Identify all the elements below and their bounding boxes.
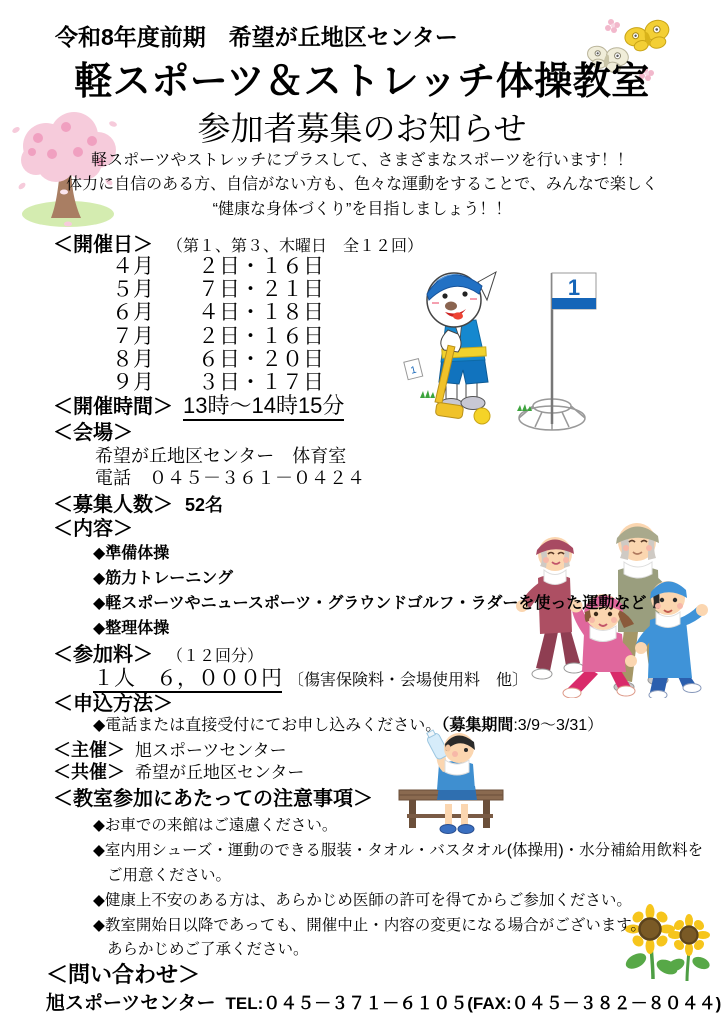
note-line: ◆お車での来館はご遠慮ください。 bbox=[93, 817, 338, 834]
fee-note: （１２回分） bbox=[167, 648, 264, 665]
venue-name: 希望が丘地区センター 体育室 bbox=[95, 446, 347, 466]
venue-heading: ＜会場＞ bbox=[53, 422, 133, 444]
page-title: 軽スポーツ＆ストレッチ体操教室 bbox=[74, 61, 650, 103]
application-heading: ＜申込方法＞ bbox=[53, 693, 173, 715]
contents-heading: ＜内容＞ bbox=[53, 518, 133, 540]
intro-line-2: 体力に自信のある方、自信がない方も、色々な運動をすることで、みんなで楽しく bbox=[66, 176, 658, 193]
golf-ball bbox=[474, 408, 490, 424]
contents-item: ◆整理体操 bbox=[93, 620, 170, 637]
intro-line-3: “健康な身体づくり”を目指しましょう！！ bbox=[212, 201, 512, 218]
notes-heading: ＜教室参加にあたっての注意事項＞ bbox=[53, 788, 373, 810]
organizer-heading: ＜主催＞ bbox=[53, 740, 125, 760]
capacity-value: 52名 bbox=[185, 495, 224, 515]
time-heading: ＜開催時間＞ bbox=[53, 396, 173, 418]
era-line: 令和8年度前期 希望が丘地区センター bbox=[55, 24, 458, 50]
scorecard bbox=[404, 359, 423, 380]
venue-tel: 電話 ０４５－３６１－０４２４ bbox=[95, 468, 365, 488]
schedule-days: ２日・１６日 bbox=[198, 255, 324, 278]
fee-heading: ＜参加料＞ bbox=[53, 644, 153, 666]
schedule-heading: ＜開催日＞ bbox=[53, 234, 153, 256]
inquiry-org: 旭スポーツセンター bbox=[46, 993, 216, 1014]
fee-price-note: 〔傷害保険料・会場使用料 他〕 bbox=[288, 672, 529, 689]
inquiry-tel: TEL:０４５－３７１－６１０５(FAX:０４５－３８２－８０４４) bbox=[225, 994, 722, 1013]
schedule-days: ２日・１６日 bbox=[198, 325, 324, 348]
schedule-month: ８月 bbox=[112, 348, 154, 371]
contents-item: ◆軽スポーツやニュースポーツ・グラウンドゴルフ・ラダーを使った運動など bbox=[93, 595, 647, 612]
application-item bbox=[93, 712, 603, 735]
pink-flower-accent bbox=[605, 19, 620, 33]
application-period-value: :3/9～3/31） bbox=[513, 717, 604, 734]
note-line: ご用意ください。 bbox=[107, 867, 232, 884]
application-period-label: （募集期間 bbox=[441, 717, 514, 734]
schedule-days: ４日・１８日 bbox=[198, 301, 324, 324]
hole-flag bbox=[552, 273, 596, 309]
schedule-note: （第１、第３、木曜日 全１２回） bbox=[167, 238, 424, 255]
note-line: ◆室内用シューズ・運動のできる服装・タオル・バスタオル(体操用)・水分補給用飲料を bbox=[93, 842, 704, 859]
sunflower-small bbox=[665, 914, 711, 981]
grass-tuft bbox=[517, 404, 532, 411]
intro-line-1: 軽スポーツやストレッチにプラスして、さまざまなスポーツを行います！！ bbox=[91, 152, 633, 169]
scorecard-number: 1 bbox=[409, 364, 418, 377]
note-line: ◆教室開始日以降であっても、開催中止・内容の変更になる場合がございます。 bbox=[93, 917, 647, 934]
cohost-value: 希望が丘地区センター bbox=[135, 763, 305, 782]
inquiry-heading: ＜問い合わせ＞ bbox=[46, 962, 201, 987]
capacity-heading: ＜募集人数＞ bbox=[53, 494, 173, 516]
contents-item: ◆準備体操 bbox=[93, 545, 170, 562]
schedule-month: ４月 bbox=[112, 255, 154, 278]
fee-price: １人 ６，０００円 bbox=[93, 667, 282, 693]
schedule-month: ９月 bbox=[112, 371, 154, 394]
drinking-boy-illustration bbox=[393, 726, 525, 841]
contents-item: ◆筋力トレーニング bbox=[93, 570, 233, 587]
time-value: 13時～14時15分 bbox=[183, 393, 344, 421]
application-item-text: ◆電話または直接受付にてお申し込みください。 bbox=[93, 717, 442, 734]
schedule-month: ５月 bbox=[112, 278, 154, 301]
flag-number: 1 bbox=[567, 275, 581, 300]
dog-groundgolf-illustration bbox=[402, 248, 607, 465]
schedule-month: ６月 bbox=[112, 301, 154, 324]
inquiry-row bbox=[46, 988, 721, 1015]
grass-tuft bbox=[420, 390, 435, 398]
cohost-heading: ＜共催＞ bbox=[53, 762, 125, 782]
dog-character bbox=[427, 272, 496, 424]
cohost-row bbox=[53, 758, 304, 784]
schedule-days: ３日・１７日 bbox=[198, 371, 324, 394]
schedule-days: ７日・２１日 bbox=[198, 278, 324, 301]
page-subtitle: 参加者募集のお知らせ bbox=[197, 110, 527, 147]
organizer-value: 旭スポーツセンター bbox=[135, 741, 287, 760]
schedule-month: ７月 bbox=[112, 325, 154, 348]
schedule-days: ６日・２０日 bbox=[198, 348, 324, 371]
note-line: ◆健康上不安のある方は、あらかじめ医師の許可を得てからご参加ください。 bbox=[93, 892, 632, 909]
note-line: あらかじめご了承ください。 bbox=[107, 941, 309, 958]
